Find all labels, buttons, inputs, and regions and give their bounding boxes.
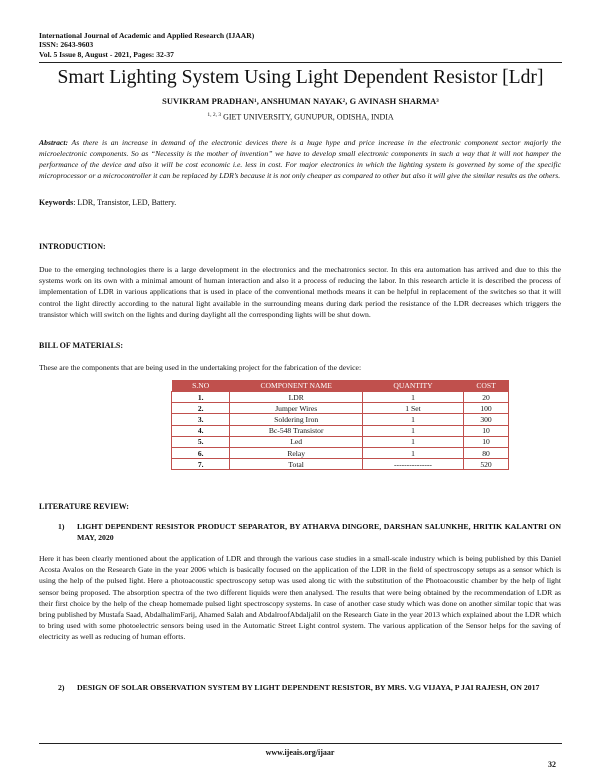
bom-table (171, 380, 509, 470)
bom-cell-sno: 4. (172, 425, 230, 436)
bom-cell-cost: 100 (464, 403, 509, 414)
introduction-heading: INTRODUCTION: (39, 242, 106, 251)
bom-intro: These are the components that are being used in the undertaking project for the fabrication of the device: (39, 363, 362, 372)
bom-cell-component: Total (230, 459, 363, 470)
bom-cell-quantity: --------------- (362, 459, 463, 470)
header-rule (39, 62, 562, 63)
table-row (172, 425, 509, 436)
literature-heading: LITERATURE REVIEW: (39, 502, 129, 511)
bom-cell-sno: 1. (172, 392, 230, 403)
bom-cell-component: Soldering Iron (230, 414, 363, 425)
table-row (172, 447, 509, 458)
bom-col-quantity: QUANTITY (362, 380, 463, 392)
bom-cell-component: LDR (230, 392, 363, 403)
literature-item-title: LIGHT DEPENDENT RESISTOR PRODUCT SEPARATOR, BY ATHARVA DINGORE, DARSHAN SALUNKHE, HRITIK KALANTRI ON MAY, 2020 (77, 522, 561, 542)
bom-col-cost: COST (464, 380, 509, 392)
introduction-text: Due to the emerging technologies there is a large development in the electronics and the mechatronics sector. In this era automation has arrived and due to this the systems work on its own with a minimal amount of human interaction and also it a process of reducing the labor. In this research article it is described the process of implementation of LDR in various applications that is used in place of the conventional methods means it can be helpful in replacement of the switches so that it will control the light directly according to the natural light available in the surrounding means during dark period the resistance of the LDR decreases which triggers the transistor which will switch on the lights and during daylight all the corresponding lights will be shut down. (39, 265, 561, 319)
bom-cell-cost: 300 (464, 414, 509, 425)
keywords-text: : LDR, Transistor, LED, Battery. (73, 198, 177, 207)
bom-cell-cost: 10 (464, 436, 509, 447)
bom-cell-cost: 20 (464, 392, 509, 403)
bom-cell-component: Relay (230, 447, 363, 458)
table-row (172, 459, 509, 470)
bom-cell-cost: 520 (464, 459, 509, 470)
bom-cell-component: Led (230, 436, 363, 447)
affiliation-text: GIET UNIVERSITY, GUNUPUR, ODISHA, INDIA (223, 112, 394, 122)
bom-cell-quantity: 1 Set (362, 403, 463, 414)
table-row (172, 436, 509, 447)
bom-cell-sno: 3. (172, 414, 230, 425)
bom-col-component: COMPONENT NAME (230, 380, 363, 392)
abstract-label: Abstract: (39, 138, 69, 147)
bom-cell-quantity: 1 (362, 392, 463, 403)
footer-rule (39, 743, 562, 744)
bom-col-sno: S.NO (172, 380, 230, 392)
table-row (172, 414, 509, 425)
bom-cell-quantity: 1 (362, 436, 463, 447)
affiliation-marks: 1, 2, 3 (207, 112, 222, 118)
bom-cell-sno: 2. (172, 403, 230, 414)
bom-cell-cost: 10 (464, 425, 509, 436)
table-row (172, 392, 509, 403)
literature-item-number: 2) (58, 683, 65, 692)
affiliation (39, 112, 562, 122)
literature-paragraph: Here it has been clearly mentioned about the application of LDR and through the various case studies in a small-scale industry which is being published by this Daniel Acosta Avalos on the Research Gate in the year 2006 which is basically focused on the application of the LDR in the field of spectroscopy setups as a sensor which is using the help of the pulsed light. Here a photoacoustic spectroscopy setup was used along tic with the substitution of the Photoacoustic chamber by the help of light sensor being proposed. The absorption spectra of the two different liquids were then analysed. The results that were being obtained by the recommendation of LDR as their first choice by the help of the cheap homemade pulsed light spectroscopy systems. In case of another case study which was done on another similar topic that was bring published by Mustafa Saad, AbdalhalimFarij, Ahamed Salah and AbdalroofAbdaljalil on the Research Gate in the year 2013 which explained about the LDR which to bring used with some photoelectric sensors being used in the Automatic Street Light control system. The various application of the Sensor helps for the saving of electricity as well as reducing of human efforts. (39, 554, 561, 642)
paper-authors: SUVIKRAM PRADHAN¹, ANSHUMAN NAYAK², G AVINASH SHARMA³ (162, 97, 439, 106)
literature-item-1 (58, 521, 561, 543)
journal-issn: ISSN: 2643-9603 (39, 40, 94, 50)
bom-cell-sno: 6. (172, 447, 230, 458)
journal-volume: Vol. 5 Issue 8, August - 2021, Pages: 32-37 (39, 49, 174, 59)
journal-header (39, 31, 254, 59)
bom-heading: BILL OF MATERIALS: (39, 341, 124, 350)
bom-header-row (172, 380, 509, 392)
literature-item-2 (58, 682, 561, 693)
keywords-label: Keywords (39, 198, 74, 207)
table-row (172, 403, 509, 414)
literature-item-number: 1) (58, 522, 65, 531)
paper-title: Smart Lighting System Using Light Dependent Resistor [Ldr] (57, 67, 544, 88)
bom-cell-quantity: 1 (362, 414, 463, 425)
journal-name: International Journal of Academic and Applied Research (IJAAR) (39, 31, 255, 40)
bom-cell-sno: 7. (172, 459, 230, 470)
bom-cell-quantity: 1 (362, 447, 463, 458)
bom-cell-component: Bc-548 Transistor (230, 425, 363, 436)
page-number: 32 (548, 760, 556, 769)
keywords (39, 198, 561, 207)
bom-cell-cost: 80 (464, 447, 509, 458)
bom-cell-quantity: 1 (362, 425, 463, 436)
bom-cell-component: Jumper Wires (230, 403, 363, 414)
footer-url: www.ijeais.org/ijaar (265, 748, 335, 757)
abstract (39, 137, 561, 181)
abstract-text: As there is an increase in demand of the electronic devices there is a huge hype and price increase in the electronic component sector majorly the microelectronic components. So as “Necessity is the mother of invention” we have to develop small electronic components in such a way that it will not hamper the performance of the device and also it will be cost economic i.e. less in cost. For major electronics in which the lighting system is governed by some of the specific microprocessor or a microcontroller it can be replaced by LDR’s because it is not only cheaper as compared to other but also it will give the similar results as the others. (39, 138, 561, 180)
literature-item-title: DESIGN OF SOLAR OBSERVATION SYSTEM BY LIGHT DEPENDENT RESISTOR, BY MRS. V.G VIJAYA, P JAI RAJESH, ON 2017 (77, 683, 540, 692)
bom-cell-sno: 5. (172, 436, 230, 447)
